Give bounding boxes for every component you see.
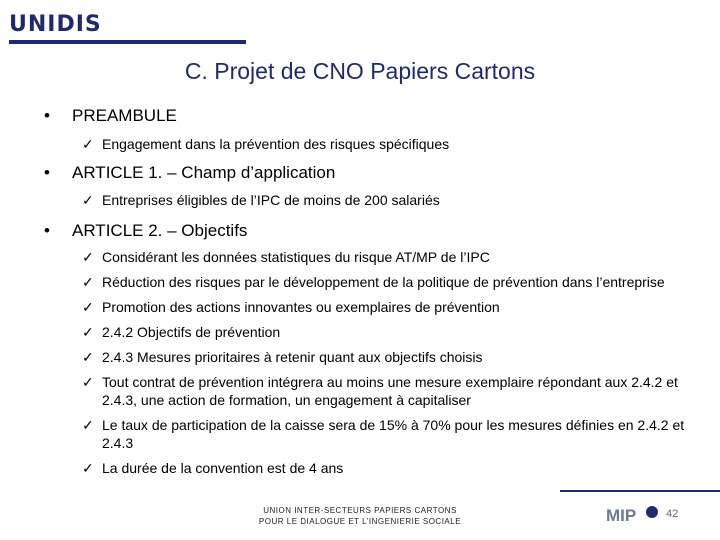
check-icon: ✓ (82, 460, 94, 476)
footer-line-1: UNION INTER-SECTEURS PAPIERS CARTONS (263, 506, 457, 515)
list-item-text: La durée de la convention est de 4 ans (102, 460, 344, 476)
section-heading-text: PREAMBULE (72, 106, 177, 125)
list-item-text: 2.4.2 Objectifs de prévention (102, 324, 281, 340)
list-item (82, 373, 694, 409)
check-icon: ✓ (82, 274, 94, 290)
check-icon: ✓ (82, 299, 94, 315)
section-heading (44, 163, 694, 183)
list-item (82, 416, 694, 452)
check-icon: ✓ (82, 349, 94, 365)
check-icon: ✓ (82, 136, 94, 152)
unidis-logo: UNIDIS (9, 12, 102, 37)
bullet-icon: • (44, 163, 50, 182)
footer-rule (560, 490, 720, 492)
list-item (82, 135, 694, 153)
list-item (82, 323, 694, 341)
list-item-text: Promotion des actions innovantes ou exemplaires de prévention (102, 299, 500, 315)
list-item-text: Tout contrat de prévention intégrera au moins une mesure exemplaire répondant aux 2.4.2 et 2.4.3, une action de formation, un engagement à capitaliser (102, 374, 678, 408)
section-heading-text: ARTICLE 2. – Objectifs (72, 221, 248, 240)
list-item-text: 2.4.3 Mesures prioritaires à retenir quant aux objectifs choisis (102, 349, 483, 365)
list-item (82, 348, 694, 366)
footer-line-2: POUR LE DIALOGUE ET L’INGENIERIE SOCIALE (258, 517, 462, 526)
check-icon: ✓ (82, 249, 94, 265)
section-preambule (44, 106, 694, 153)
section-heading (44, 221, 694, 241)
section-article-1 (44, 163, 694, 209)
section-article-2 (44, 221, 694, 477)
mip-logo (606, 503, 662, 525)
section-heading (44, 106, 694, 126)
list-item-text: Considérant les données statistiques du risque AT/MP de l’IPC (102, 249, 490, 265)
bullet-icon: • (44, 106, 50, 125)
list-item-text: Le taux de participation de la caisse sera de 15% à 70% pour les mesures définies en 2.4.2 et 2.4.3 (102, 417, 685, 451)
check-icon: ✓ (82, 374, 94, 390)
bullet-icon: • (44, 221, 50, 240)
page-title: C. Projet de CNO Papiers Cartons (184, 58, 536, 84)
logo-underline (9, 40, 246, 44)
list-item-text: Réduction des risques par le développement de la politique de prévention dans l’entreprise (102, 274, 665, 290)
list-item-text: Engagement dans la prévention des risques spécifiques (102, 136, 450, 152)
mip-logo-text: MIP (606, 506, 637, 525)
footer-organization (245, 505, 475, 527)
list-item (82, 248, 694, 266)
content (44, 106, 694, 477)
page-number: 42 (666, 508, 679, 520)
list-item (82, 273, 694, 291)
list-item (82, 191, 694, 209)
list-item (82, 459, 694, 477)
list-item-text: Entreprises éligibles de l’IPC de moins de 200 salariés (102, 192, 440, 208)
list-item (82, 298, 694, 316)
check-icon: ✓ (82, 192, 94, 208)
check-icon: ✓ (82, 324, 94, 340)
section-heading-text: ARTICLE 1. – Champ d’application (72, 163, 336, 182)
check-icon: ✓ (82, 417, 94, 433)
